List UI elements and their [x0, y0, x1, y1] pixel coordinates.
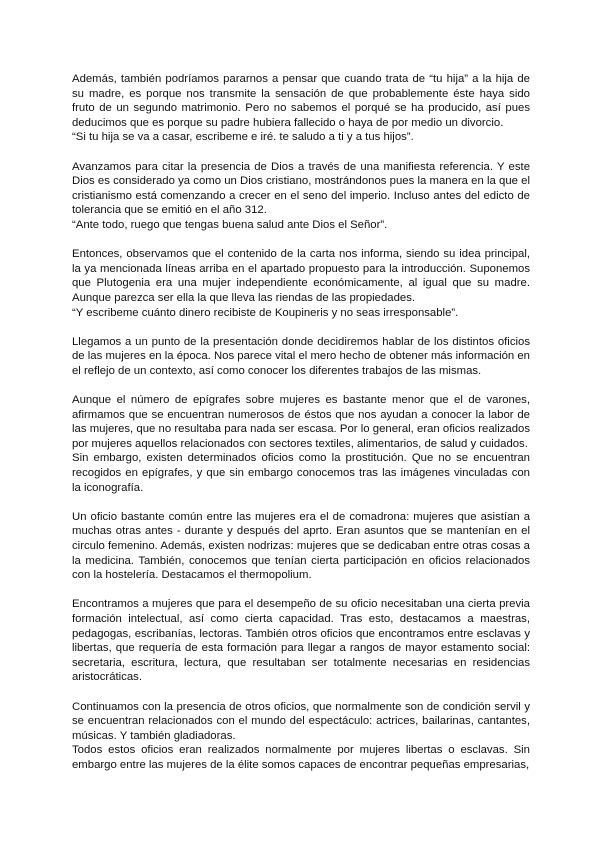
paragraph-text: Además, también podríamos pararnos a pensar que cuando trata de “tu hija” a la hija de su madre, es porque nos transmite la sensación de que probablemente éste haya sido fruto de un segundo matrimonio. Pero no sabemos el porqué se ha producido, así pues deducimos que es porque su padre hubiera fallecido o haya de por medio un divorcio.: [72, 73, 530, 129]
paragraph-intellectual-jobs: [72, 597, 530, 685]
paragraph-text: Aunque el número de epígrafes sobre mujeres es bastante menor que el de varones, afirmamos que se encuentran numerosos de éstos que nos ayudan a conocer la labor de las mujeres, que no resultaba para nada ser escasa. Por lo general, eran oficios realizados por mujeres aquellos relacionados con sectores textiles, alimentarios, de salud y cuidados.: [72, 394, 530, 450]
paragraph-text-continued: Todos estos oficios eran realizados normalmente por mujeres libertas o esclavas. Sin embargo entre las mujeres de la élite somos capaces de encontrar pequeñas empresarias,: [72, 744, 530, 771]
paragraph-text: Entonces, observamos que el contenido de la carta nos informa, siendo su idea principal, la ya mencionada líneas arriba en el apartado propuesto para la introducción. Suponemos que Plutogenia era una mujer independiente económicamente, al igual que su madre. Aunque parezca ser ella la que lleva las riendas de las propiedades.: [72, 248, 530, 304]
paragraph-text: Continuamos con la presencia de otros oficios, que normalmente son de condición servil y se encuentran relacionados con el mundo del espectáculo: actrices, bailarinas, cantantes, músicas. Y también gladiadoras.: [72, 700, 530, 742]
paragraph-epigraphs: [72, 393, 530, 495]
paragraph-plutogenia: [72, 247, 530, 320]
letter-quote: “Y escribeme cuánto dinero recibiste de Koupineris y no seas irresponsable”.: [72, 306, 459, 319]
paragraph-women-jobs-intro: [72, 335, 530, 379]
paragraph-midwife: [72, 510, 530, 583]
paragraph-text: Avanzamos para citar la presencia de Dios a través de una manifiesta referencia. Y este Dios es considerado ya como un Dios cristiano, mostrándonos pues la manera en la que el cristianismo está comenzando a crecer en el seno del imperio. Incluso antes del edicto de tolerancia que se emitió en el año 312.: [72, 160, 530, 217]
paragraph-god-reference: [72, 160, 530, 233]
paragraph-text: Llegamos a un punto de la presentación donde decidiremos hablar de los distintos oficios de las mujeres en la época. Nos parece vital el mero hecho de obtener más información en el reflejo de un contexto, así como conocer los diferentes trabajos de las mismas.: [72, 335, 530, 377]
letter-quote: “Si tu hija se va a casar, escribeme e iré. te saludo a ti y a tus hijos”.: [72, 131, 414, 144]
letter-quote: “Ante todo, ruego que tengas buena salud ante Dios el Señor”.: [72, 218, 388, 231]
paragraph-stepdaughter: [72, 72, 530, 145]
paragraph-text-continued: Sin embargo, existen determinados oficios como la prostitución. Que no se encuentran recogidos en epígrafes, y que sin embargo conocemos tras las imágenes vinculadas con la iconografía.: [72, 452, 530, 494]
paragraph-spectacle-jobs: [72, 700, 530, 773]
paragraph-text: Encontramos a mujeres que para el desempeño de su oficio necesitaban una cierta previa formación intelectual, así como cierta capacidad. Tras esto, destacamos a maestras, pedagogas, escribanías, lectoras. También otros oficios que encontramos entre esclavas y libertas, que requería de esta formación para llegar a rangos de mayor estamento social: secretaria, escritura, lectura, que resultaban ser totalmente necesarias en residencias aristocráticas.: [72, 598, 530, 684]
document-body: [72, 72, 530, 787]
paragraph-text: Un oficio bastante común entre las mujeres era el de comadrona: mujeres que asistían a muchas otras antes - durante y después del aprto. Eran asuntos que se mantenían en el circulo femenino. Además, existen nodrizas: mujeres que se dedicaban entre otras cosas a la medicina. También, conocemos que tenían cierta participación en oficios relacionados con la hostelería. Destacamos el thermopolium.: [72, 510, 530, 582]
